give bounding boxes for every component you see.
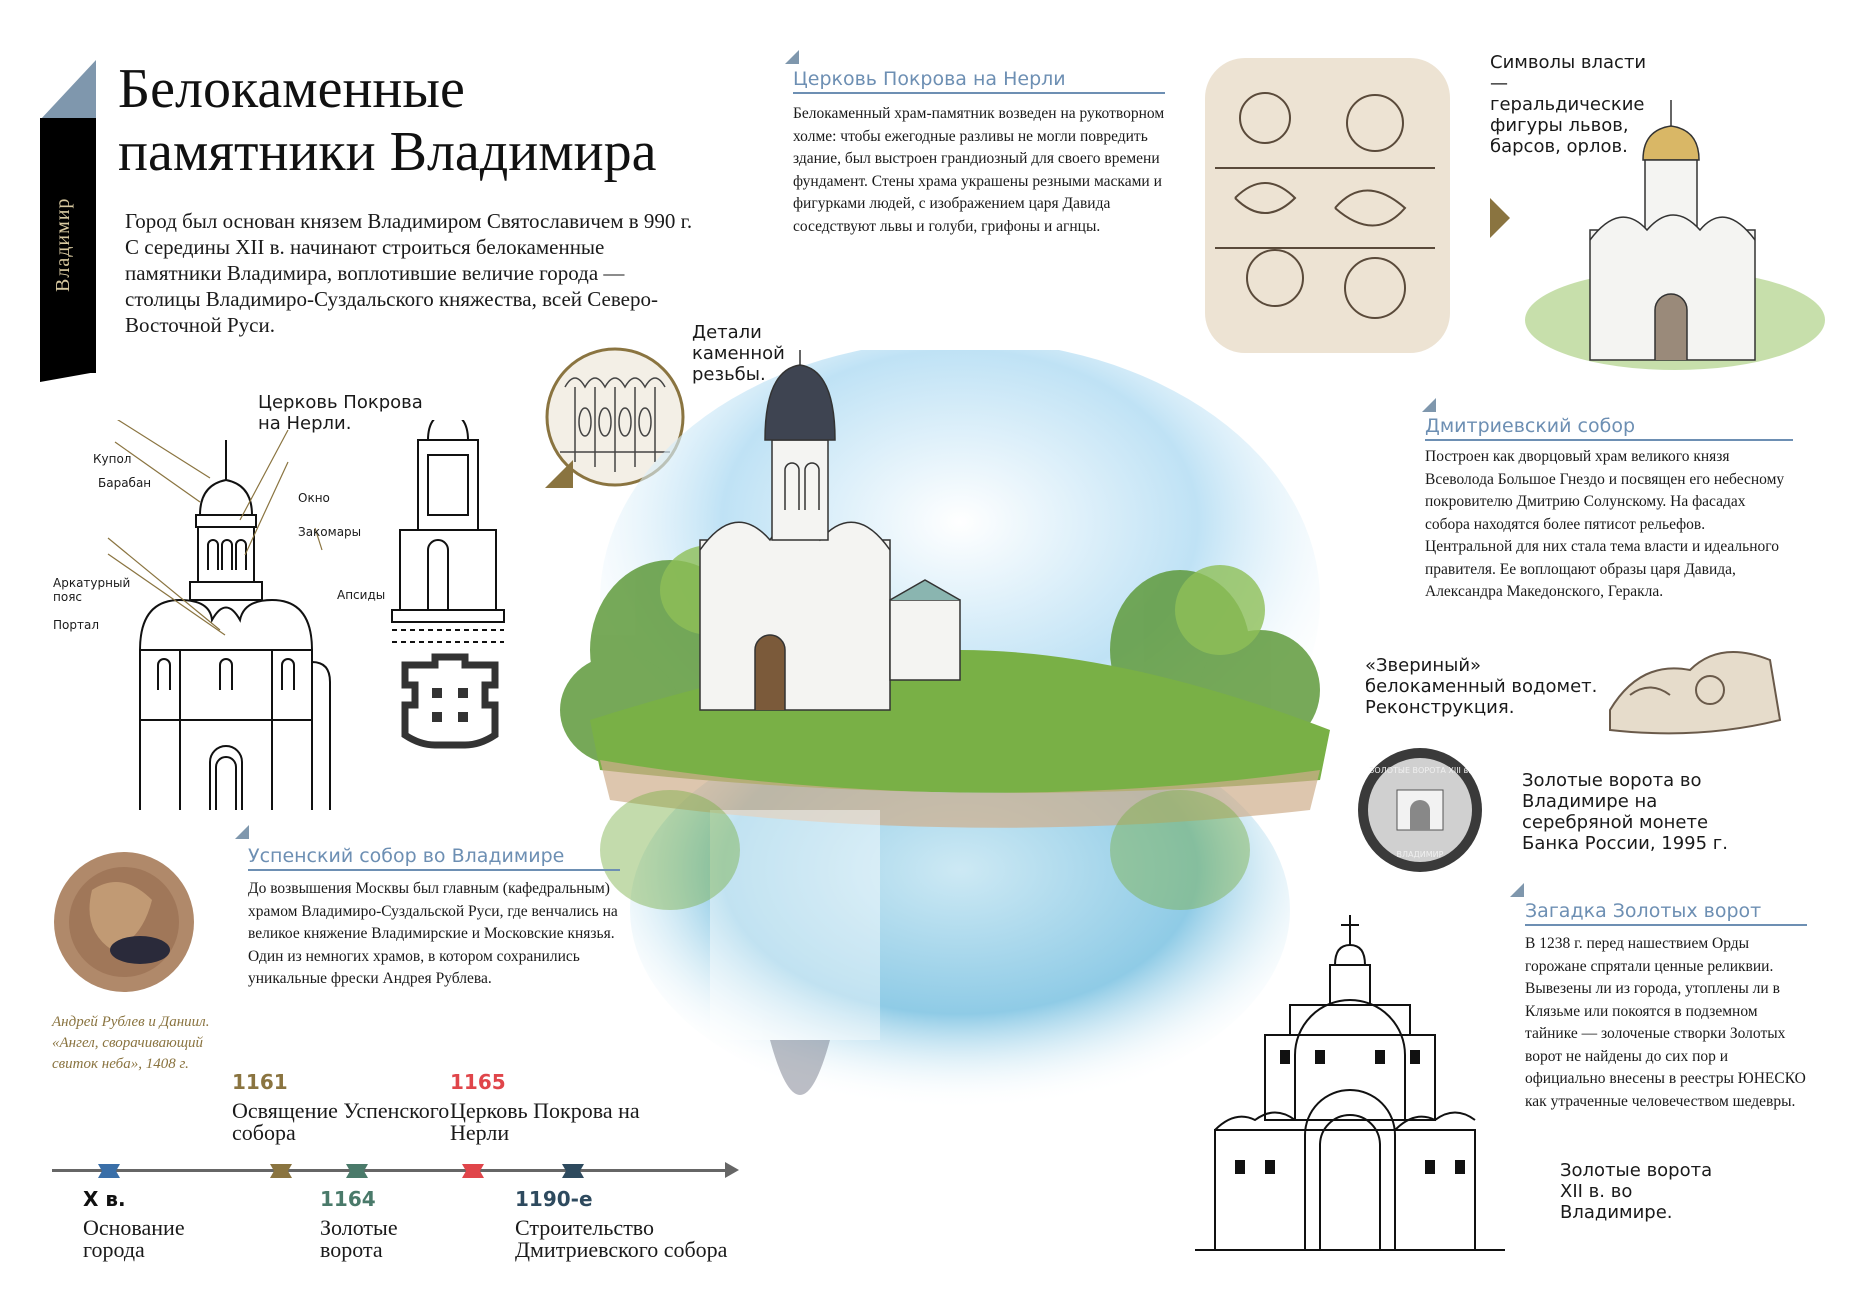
- timeline-label: Строительство Дмитриевского собора: [515, 1215, 728, 1262]
- label-okno: Окно: [298, 491, 330, 505]
- coin-inscription-bottom: ВЛАДИМИР: [1396, 850, 1444, 859]
- timeline-event-1165: [450, 1070, 640, 1144]
- bookmark-corner: [40, 60, 96, 120]
- intro-paragraph: Город был основан князем Владимиром Святославичем в 990 г. С середины XII в. начинают строиться белокаменные памятники Владимира, воплотившие величие города — столицы Владимиро-Суздальского княжества, всей Северо-Восточной Руси.: [125, 209, 693, 337]
- coin-caption: Золотые ворота во Владимире на серебряной монете Банка России, 1995 г.: [1522, 770, 1728, 854]
- pokrov-section-text: Белокаменный храм-памятник возведен на рукотворном холме: чтобы ежегодные разливы не могли повредить здание, был выстроен грандиозный для своего времени фундамент. Стены храма украшены резными масками и фигурками людей, с изображением царя Давида соседствуют львы и голуби, грифоны и агнцы.: [793, 105, 1165, 235]
- pokrov-section-corner: [785, 50, 799, 64]
- symbols-caption: Символы власти — геральдические фигуры львов, барсов, орлов.: [1490, 52, 1647, 157]
- uspensky-section-corner: [235, 825, 249, 839]
- bookmark-tail: [40, 372, 96, 382]
- label-baraban: Барабан: [98, 476, 152, 490]
- timeline-year: 1161: [232, 1070, 288, 1094]
- side-label: Владимир: [52, 197, 74, 293]
- dmitrievsky-cathedral-image: [1525, 100, 1825, 370]
- fresco-caption: Андрей Рублев и Даниил. «Ангел, сворачивающий свиток неба», 1408 г.: [52, 1014, 210, 1072]
- church-diagram-caption-1: Церковь Покрова: [258, 392, 423, 413]
- page-title: [118, 58, 778, 184]
- timeline-label: Освящение Успенского собора: [232, 1098, 450, 1145]
- timeline-year: 1164: [320, 1187, 376, 1211]
- uspensky-section-title: Успенский собор во Владимире: [248, 845, 620, 871]
- timeline-label: Золотые ворота: [320, 1215, 398, 1262]
- zolotye-section-text: В 1238 г. перед нашествием Орды горожане спрятали ценные реликвии. Вывезены ли из города, утоплены ли в Клязьме или покоятся в подземном тайнике — золоченые створки Золотых ворот не найдены до сих пор и официально внесены в реестры ЮНЕСКО как утраченные человечеством шедевры.: [1525, 935, 1806, 1110]
- label-arkatur: [53, 576, 130, 604]
- timeline-year: 1190-е: [515, 1187, 593, 1211]
- pokrov-section-title: Церковь Покрова на Нерли: [793, 68, 1165, 94]
- rublev-fresco-image: [52, 850, 197, 995]
- title-line-1: Белокаменные: [118, 58, 465, 120]
- timeline-event-x: [83, 1187, 233, 1261]
- timeline-marker-1: [270, 1164, 292, 1178]
- label-apsidy: Апсиды: [337, 588, 386, 602]
- label-portal: Портал: [53, 618, 99, 632]
- timeline-arrow-icon: [725, 1162, 739, 1178]
- timeline-year: X в.: [83, 1187, 126, 1211]
- vodomet-caption: «Звериный» белокаменный водомет. Реконструкция.: [1365, 655, 1598, 718]
- timeline-label: Церковь Покрова на Нерли: [450, 1098, 640, 1145]
- timeline-event-1190: [515, 1187, 775, 1261]
- timeline-marker-4: [562, 1164, 584, 1178]
- church-diagram-caption-2: на Нерли.: [258, 413, 352, 434]
- timeline-year: 1165: [450, 1070, 506, 1094]
- coin-inscription-top: ЗОЛОТЫЕ ВОРОТА XIII в.: [1369, 766, 1471, 775]
- vodomet-image: [1600, 640, 1800, 740]
- gate-caption: Золотые ворота XII в. во Владимире.: [1560, 1160, 1713, 1223]
- dmitrievsky-section-text: Построен как дворцовый храм великого князя Всеволода Большое Гнездо и посвящен его небесному покровителю Дмитрию Солунскому. На фасадах собора находятся более пятисот рельефов. Центральной для них стала тема власти и идеального правителя. Ее воплощают образы царя Давида, Александра Македонского, Геракла.: [1425, 448, 1785, 600]
- golden-gate-drawing: [1195, 910, 1525, 1255]
- dmitrievsky-section-corner: [1422, 398, 1436, 412]
- timeline-marker-3: [462, 1164, 484, 1178]
- label-kupol: Купол: [93, 452, 132, 466]
- timeline-marker-2: [346, 1164, 368, 1178]
- symbols-pointer: [1490, 198, 1512, 238]
- silver-coin-image: [1355, 745, 1485, 875]
- dmitrievsky-section-title: Дмитриевский собор: [1425, 415, 1793, 441]
- label-zakomary: Закомары: [298, 525, 362, 539]
- stone-relief-image: [1195, 48, 1460, 363]
- zolotye-section-title: Загадка Золотых ворот: [1525, 900, 1807, 926]
- label-arkatur-1: Аркатурный: [53, 576, 131, 590]
- timeline-marker-0: [98, 1164, 120, 1178]
- uspensky-section-text: До возвышения Москвы был главным (кафедральным) храмом Владимиро-Суздальской Руси, где венчались на великое княжение Владимирские и Московские князья. Один из немногих храмов, в котором сохранились уникальные фрески Андрея Рублева.: [248, 880, 618, 987]
- title-line-2: памятники Владимира: [118, 121, 657, 183]
- zolotye-section-corner: [1510, 883, 1524, 897]
- timeline-event-1164: [320, 1187, 440, 1261]
- timeline-label: Основание города: [83, 1215, 185, 1262]
- details-caption: Детали каменной резьбы.: [692, 322, 785, 385]
- timeline-axis: [52, 1169, 732, 1172]
- label-arkatur-2: пояс: [53, 590, 83, 604]
- timeline-event-1161: [232, 1070, 452, 1144]
